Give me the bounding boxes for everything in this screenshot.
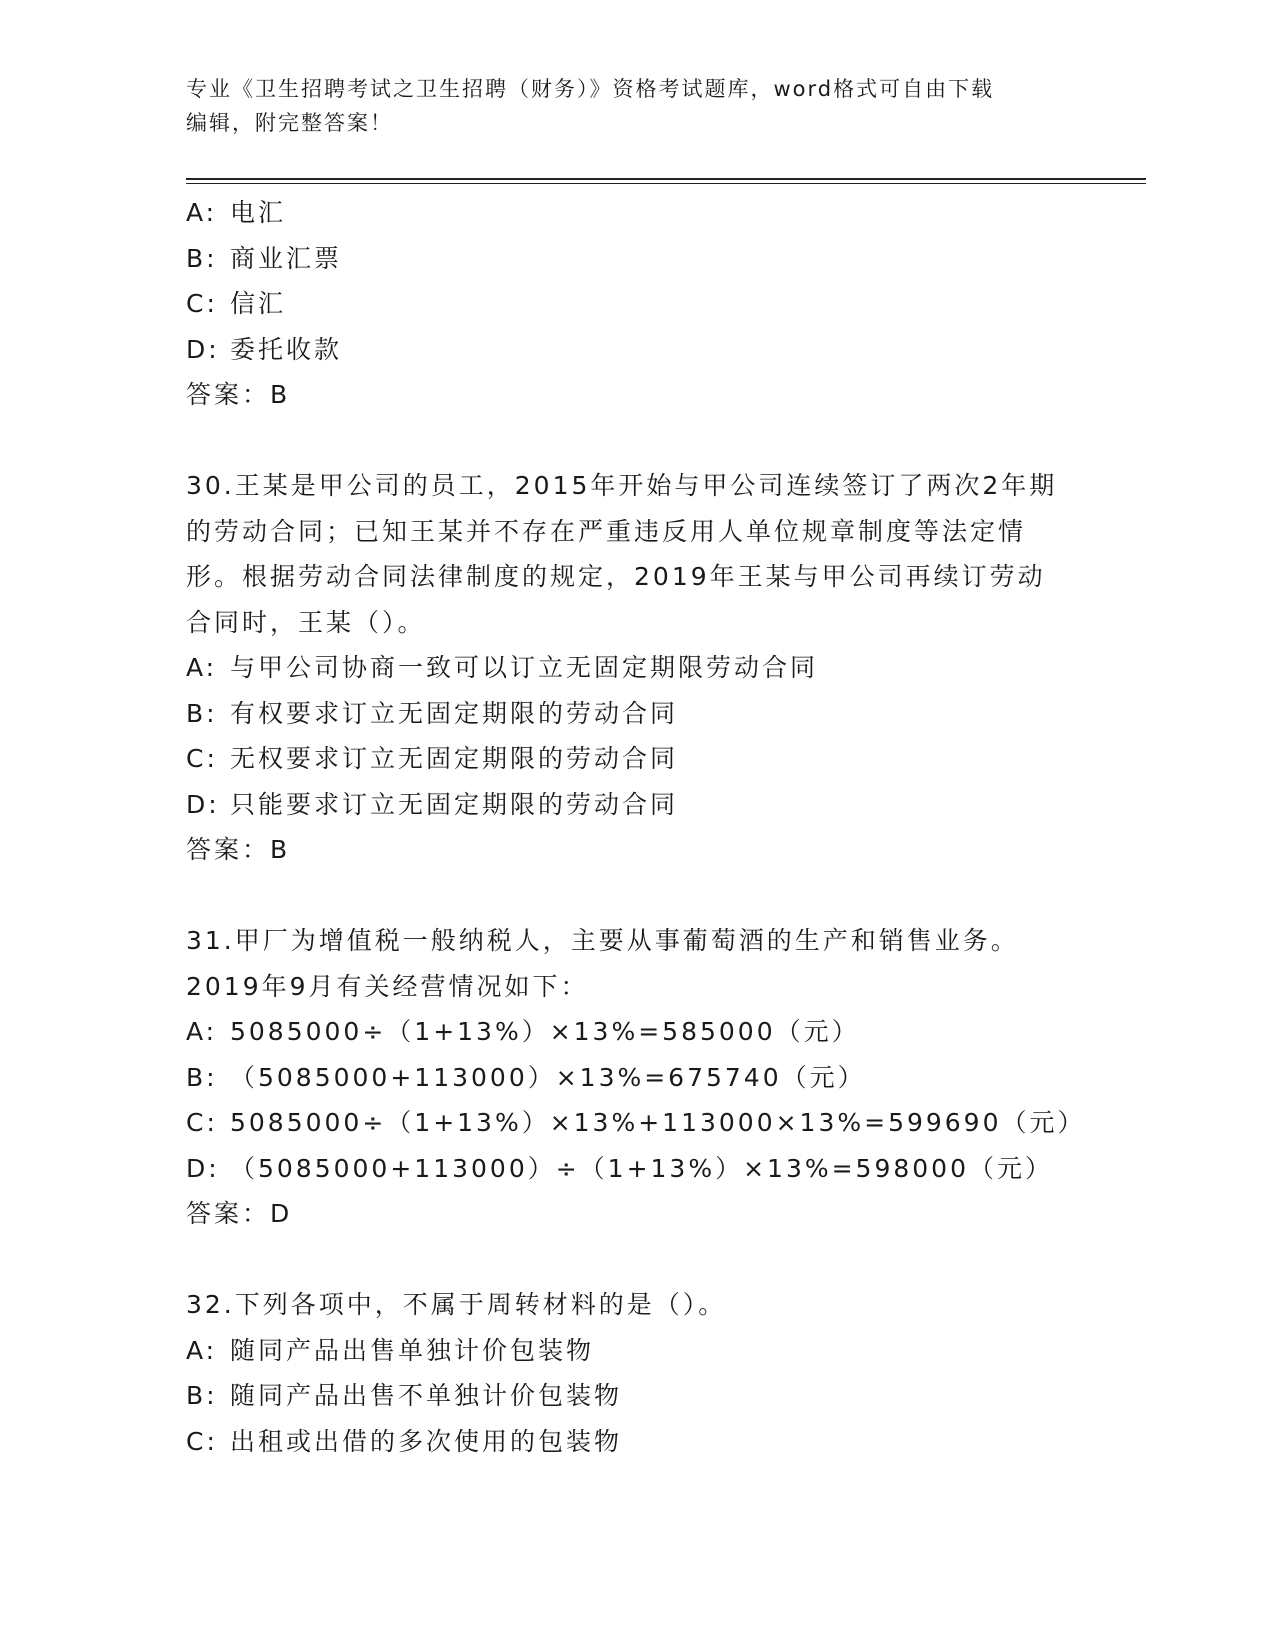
spacer: [186, 418, 1086, 464]
option-a: [186, 1009, 1086, 1055]
option-label: C:: [186, 1108, 218, 1137]
option-label: C:: [186, 1426, 218, 1456]
option-text: 只能要求订立无固定期限的劳动合同: [230, 789, 679, 819]
option-label: B:: [186, 243, 218, 273]
question-stem-line: 30.王某是甲公司的员工，2015年开始与甲公司连续签订了两次2年期: [186, 471, 1058, 500]
option-b: [186, 691, 1086, 737]
question-32: [186, 1282, 1086, 1464]
answer-line: 答案：B: [186, 835, 291, 864]
option-b: [186, 1373, 1086, 1419]
option-label: B:: [186, 1062, 218, 1092]
option-text: 随同产品出售单独计价包装物: [230, 1335, 595, 1365]
question-stem-line: 形。根据劳动合同法律制度的规定，2019年王某与甲公司再续订劳动: [186, 562, 1046, 591]
option-label: C:: [186, 289, 218, 318]
option-label: D:: [186, 334, 220, 364]
option-c: [186, 1419, 1086, 1465]
option-label: C:: [186, 744, 218, 773]
option-text: （5085000+113000）÷（1+13%）×13%=598000（元）: [230, 1153, 1053, 1183]
option-text: 信汇: [230, 289, 287, 318]
question-30: [186, 463, 1086, 873]
option-text: 委托收款: [230, 334, 343, 364]
option-text: 有权要求订立无固定期限的劳动合同: [230, 698, 679, 728]
header-divider-thin: [186, 183, 1146, 184]
question-list: [186, 190, 1086, 1464]
option-a: [186, 645, 1086, 691]
option-label: A:: [186, 1017, 218, 1046]
question-stem-line: 2019年9月有关经营情况如下：: [186, 971, 589, 1001]
option-c: [186, 736, 1086, 782]
option-label: D:: [186, 789, 220, 819]
header-line-1: 专业《卫生招聘考试之卫生招聘（财务）》资格考试题库，word格式可自由下载: [186, 77, 995, 101]
option-text: 出租或出借的多次使用的包装物: [230, 1426, 623, 1456]
question-31: [186, 918, 1086, 1237]
spacer: [186, 1237, 1086, 1283]
option-text: 无权要求订立无固定期限的劳动合同: [230, 744, 679, 773]
option-label: A:: [186, 198, 218, 227]
option-text: 电汇: [230, 198, 287, 227]
option-b: [186, 1055, 1086, 1101]
option-label: A:: [186, 1335, 218, 1365]
question-29: [186, 190, 1086, 418]
answer-line: 答案：D: [186, 1199, 293, 1228]
option-text: 5085000÷（1+13%）×13%=585000（元）: [230, 1017, 860, 1046]
option-d: [186, 327, 1086, 373]
question-stem-line: 的劳动合同；已知王某并不存在严重违反用人单位规章制度等法定情: [186, 516, 1027, 546]
option-label: B:: [186, 1381, 218, 1410]
option-a: [186, 190, 1086, 236]
option-text: 随同产品出售不单独计价包装物: [230, 1381, 623, 1410]
option-text: （5085000+113000）×13%=675740（元）: [230, 1062, 866, 1092]
question-stem-line: 31.甲厂为增值税一般纳税人，主要从事葡萄酒的生产和销售业务。: [186, 926, 1019, 955]
option-d: [186, 1146, 1086, 1192]
option-label: B:: [186, 698, 218, 728]
option-text: 5085000÷（1+13%）×13%+113000×13%=599690（元）: [230, 1108, 1086, 1137]
header-line-2: 编辑，附完整答案！: [186, 111, 393, 135]
spacer: [186, 873, 1086, 919]
header-divider-thick: [186, 178, 1146, 180]
option-text: 与甲公司协商一致可以订立无固定期限劳动合同: [230, 653, 819, 682]
page-header: [186, 72, 1086, 140]
option-c: [186, 1100, 1086, 1146]
option-a: [186, 1328, 1086, 1374]
option-b: [186, 236, 1086, 282]
answer-line: 答案：B: [186, 380, 291, 409]
option-d: [186, 782, 1086, 828]
option-label: D:: [186, 1153, 220, 1183]
option-text: 商业汇票: [230, 243, 343, 273]
option-c: [186, 281, 1086, 327]
option-label: A:: [186, 653, 218, 682]
question-stem-line: 32.下列各项中，不属于周转材料的是（）。: [186, 1290, 727, 1319]
question-stem-line: 合同时，王某（）。: [186, 607, 426, 637]
